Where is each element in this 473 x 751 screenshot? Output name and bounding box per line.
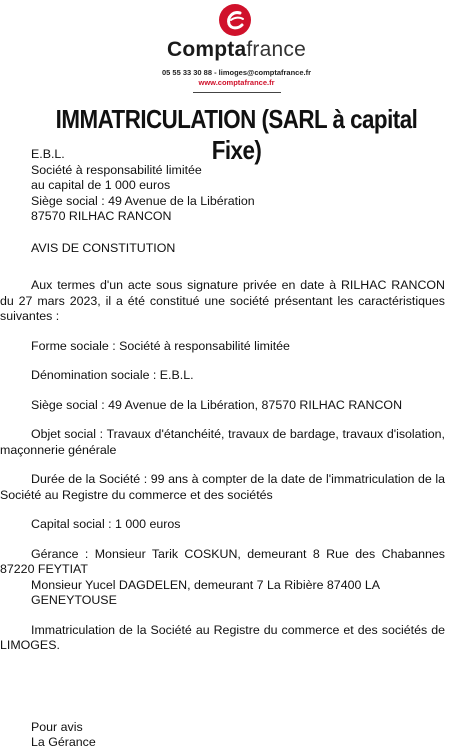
forme-sociale: Forme sociale : Société à responsabilité limitée	[31, 338, 290, 353]
notice-heading: AVIS DE CONSTITUTION	[31, 240, 176, 255]
denomination-sociale: Dénomination sociale : E.B.L.	[31, 368, 194, 382]
immatriculation-paragraph	[0, 623, 445, 654]
intro-paragraph	[0, 278, 445, 325]
gerance-text: Gérance : Monsieur Tarik COSKUN, demeurant 8 Rue des Chabannes 87220 FEYTIAT	[0, 546, 445, 576]
duree-text: Durée de la Société : 99 ans à compter de la date de l'immatriculation de la Société au Registre du commerce et des sociétés	[0, 472, 445, 502]
siege-social: Siège social : 49 Avenue de la Libération, 87570 RILHAC RANCON	[31, 397, 403, 412]
immatriculation-text: Immatriculation de la Société au Registre du commerce et des sociétés de LIMOGES.	[0, 622, 445, 652]
capital-social: Capital social : 1 000 euros	[31, 517, 181, 531]
closing-gerance: La Gérance	[31, 735, 96, 749]
gerance-second: Monsieur Yucel DAGDELEN, demeurant 7 La Ribière 87400 LA GENEYTOUSE	[31, 577, 380, 607]
objet-paragraph	[0, 427, 445, 458]
header-divider	[193, 92, 281, 93]
gerance-paragraph	[0, 547, 445, 578]
contact-line: 05 55 33 30 88 - limoges@comptafrance.fr	[161, 68, 312, 77]
company-line: au capital de 1 000 euros	[31, 178, 171, 192]
website-link[interactable]: www.comptafrance.fr	[198, 78, 275, 87]
brand-light: france	[246, 38, 306, 61]
brand-bold: Compta	[167, 38, 247, 61]
intro-text: Aux termes d'un acte sous signature privée en date à RILHAC RANCON du 27 mars 2023, il a été constitué une société présentant les caractéristiques suivantes :	[0, 278, 445, 323]
company-line: 87570 RILHAC RANCON	[31, 209, 172, 223]
objet-text: Objet social : Travaux d'étanchéité, travaux de bardage, travaux d'isolation, maçonnerie générale	[0, 427, 445, 457]
company-line: Société à responsabilité limitée	[31, 162, 202, 177]
company-line: E.B.L.	[31, 147, 65, 161]
brand-name	[0, 38, 473, 62]
company-block	[31, 147, 445, 225]
logo-icon	[219, 4, 251, 36]
page-title: IMMATRICULATION (SARL à capital Fixe)	[55, 104, 418, 165]
duree-paragraph	[0, 472, 445, 503]
notice-body	[0, 147, 445, 751]
closing-pour-avis: Pour avis	[31, 719, 83, 734]
company-line: Siège social : 49 Avenue de la Libération	[31, 193, 255, 208]
